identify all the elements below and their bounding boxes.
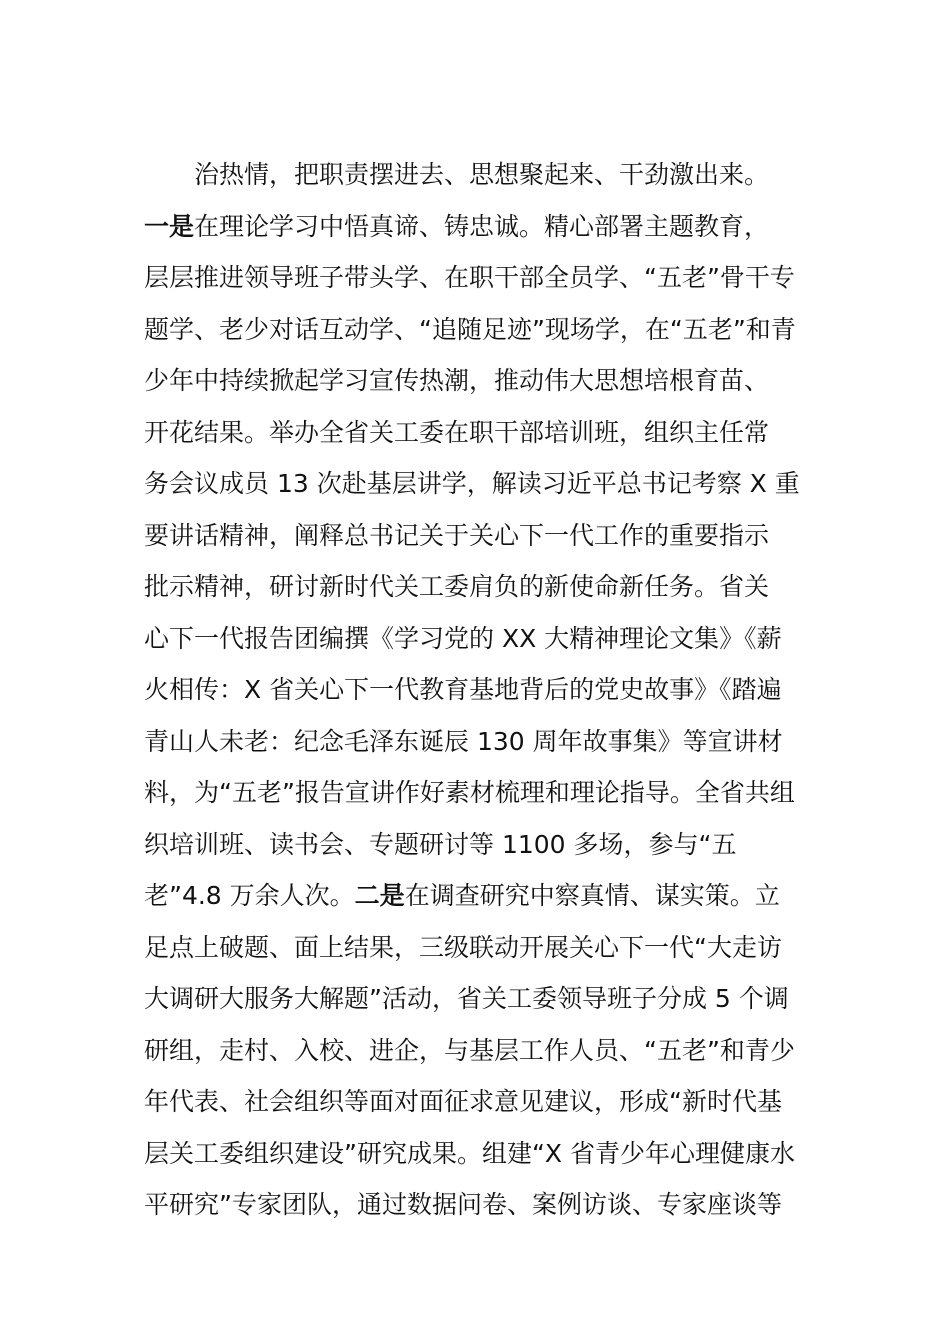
text-segment: 心下一代报告团编撰《学习党的 XX 大精神理论文集》《薪 — [144, 623, 782, 653]
text-segment: 大调研大服务大解题”活动，省关工委领导班子分成 5 个调 — [144, 984, 789, 1013]
text-line — [144, 1128, 808, 1180]
text-line — [144, 458, 808, 510]
text-segment: 少年中持续掀起学习宣传热潮，推动伟大思想培根育苗、 — [144, 366, 770, 395]
text-line — [144, 973, 808, 1025]
text-line — [144, 1025, 808, 1077]
text-segment: 平研究”专家团队，通过数据问卷、案例访谈、专家座谈等 — [144, 1190, 782, 1219]
text-segment: 开花结果。举办全省关工委在职干部培训班，组织主任常 — [144, 417, 770, 447]
text-line — [144, 561, 808, 613]
text-segment: 织培训班、读书会、专题研讨等 1100 多场，参与“五 — [144, 829, 737, 859]
text-segment: 研组，走村、入校、进企，与基层工作人员、“五老”和青少 — [144, 1035, 795, 1065]
text-line — [144, 407, 808, 459]
text-line — [144, 252, 808, 304]
text-segment: 在理论学习中悟真谛、铸忠诚。精心部署主题教育， — [194, 211, 770, 241]
text-line — [144, 1076, 808, 1128]
text-segment: 火相传：X 省关心下一代教育基地背后的党史故事》《踏遍 — [144, 675, 782, 704]
text-line — [144, 510, 808, 562]
text-line — [144, 922, 808, 974]
text-line — [144, 870, 808, 922]
text-segment: 层关工委组织建设”研究成果。组建“X 省青少年心理健康水 — [144, 1138, 795, 1168]
text-segment: 批示精神，研讨新时代关工委肩负的新使命新任务。省关 — [144, 572, 770, 601]
text-line — [144, 819, 808, 871]
bold-lead-phrase: 一是 — [144, 211, 195, 241]
text-segment: 务会议成员 13 次赴基层讲学，解读习近平总书记考察 X 重 — [144, 469, 800, 498]
bold-lead-phrase: 二是 — [354, 881, 405, 910]
text-line — [144, 355, 808, 407]
text-segment: 题学、老少对话互动学、“追随足迹”现场学，在“五老”和青 — [144, 314, 796, 344]
text-segment: 料，为“五老”报告宣讲作好素材梳理和理论指导。全省共组 — [144, 778, 795, 807]
text-segment: 年代表、社会组织等面对面征求意见建议，形成“新时代基 — [144, 1087, 782, 1116]
text-line — [144, 149, 808, 201]
text-segment: 足点上破题、面上结果，三级联动开展关心下一代“大走访 — [144, 932, 782, 962]
text-line — [144, 1179, 808, 1231]
text-segment: 要讲话精神，阐释总书记关于关心下一代工作的重要指示 — [144, 520, 770, 550]
text-line — [144, 201, 808, 253]
text-segment: 老”4.8 万余人次。 — [144, 881, 355, 910]
body-paragraph — [144, 149, 808, 1231]
text-segment: 治热情，把职责摆进去、思想聚起来、干劲激出来。 — [194, 160, 770, 189]
text-segment: 在调查研究中察真情、谋实策。立 — [404, 881, 780, 910]
text-segment: 层层推进领导班子带头学、在职干部全员学、“五老”骨干专 — [144, 263, 795, 292]
text-line — [144, 304, 808, 356]
text-line — [144, 613, 808, 665]
text-line — [144, 716, 808, 768]
text-line — [144, 767, 808, 819]
text-segment: 青山人未老：纪念毛泽东诞辰 130 周年故事集》等宣讲材 — [144, 726, 783, 756]
text-line — [144, 664, 808, 716]
